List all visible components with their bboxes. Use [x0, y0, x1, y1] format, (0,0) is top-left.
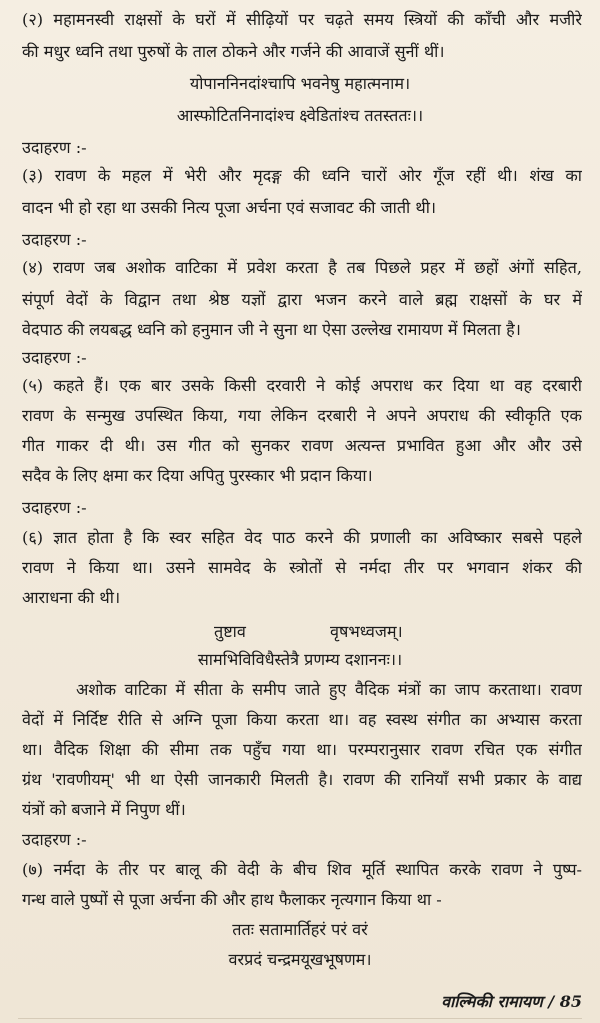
example-heading: उदाहरण :- — [22, 498, 87, 517]
verse-1-line-2: आस्फोटितनिनादांश्च क्ष्वेडितांश्च ततस्ततः।। — [176, 106, 424, 125]
example-heading: उदाहरण :- — [22, 230, 87, 249]
paragraph-4-line-1: (४) रावण जब अशोक वाटिका में प्रवेश करता है तब पिछले प्रहर में छहों अंगों सहित, — [22, 258, 582, 277]
paragraph-5-line-3: गीत गाकर दी थी। उस गीत को सुनकर रावण अत्यन्त प्रभावित हुआ और और उसे — [22, 436, 582, 455]
paragraph-4-line-2: संपूर्ण वेदों के विद्वान तथा श्रेष्ठ यज्ञों द्वारा भजन करने वाले ब्रह्म राक्षसों के घर में — [22, 290, 582, 309]
paragraph-6-line-3: आराधना की थी। — [22, 588, 121, 607]
paragraph-7-line-1: अशोक वाटिका में सीता के समीप जाते हुए वैदिक मंत्रों का जाप करताथा। रावण — [76, 680, 582, 699]
example-heading: उदाहरण :- — [22, 348, 87, 367]
paragraph-7-line-4: ग्रंथ 'रावणीयम्' भी था ऐसी जानकारी मिलती है। रावण की रानियाँ सभी प्रकार के वाद्य — [22, 770, 582, 789]
verse-3-line-2: वरप्रदं चन्द्रमयूखभूषणम। — [228, 950, 372, 969]
paragraph-5-line-4: सदैव के लिए क्षमा कर दिया अपितु पुरस्कार भी प्रदान किया। — [22, 466, 373, 485]
paragraph-6-line-2: रावण ने किया था। उसने सामवेद के स्त्रोतों से नर्मदा तीर पर भगवान शंकर की — [22, 558, 582, 577]
example-heading: उदाहरण :- — [22, 830, 87, 849]
paragraph-5-line-2: रावण के सन्मुख उपस्थित किया, गया लेकिन दरबारी ने अपने अपराध की स्वीकृति एक — [22, 406, 582, 425]
verse-1-line-1: योपाननिनदांश्चापि भवनेषु महात्मनाम। — [189, 74, 411, 93]
paragraph-7-line-2: वेदों में निर्दिष्ट रीति से अग्नि पूजा किया करता था। वह स्वस्थ संगीत का अभ्यास करता — [22, 710, 582, 729]
verse-2-line-2: सामभिविविधैस्तेत्रै प्रणम्य दशाननः।। — [197, 650, 403, 669]
paragraph-7-line-3: था। वैदिक शिक्षा की सीमा तक पहुँच गया था। परम्परानुसार रावण रचित एक संगीत — [22, 740, 582, 759]
paragraph-2-line-1: (२) महामनस्वी राक्षसों के घरों में सीढ़ियों पर चढ़ते समय स्त्रियों की काँची और मजीरे — [22, 10, 582, 29]
paragraph-5-line-1: (५) कहते हैं। एक बार उसके किसी दरवारी ने कोई अपराध कर दिया था वह दरबारी — [22, 376, 582, 395]
verse-3-line-1: ततः सतामार्तिहरं परं वरं — [232, 920, 368, 939]
verse-2-line-1-right: वृषभध्वजम्। — [330, 622, 403, 641]
paragraph-7-line-5: यंत्रों को बजाने में निपुण थीं। — [22, 800, 186, 819]
paragraph-4-line-3: वेदपाठ की लयबद्ध ध्वनि को हनुमान जी ने सुना था ऐसा उल्लेख रामायण में मिलता है। — [22, 320, 521, 339]
paragraph-6-line-1: (६) ज्ञात होता है कि स्वर सहित वेद पाठ करने की प्रणाली का अविष्कार सबसे पहले — [22, 528, 582, 547]
footer-divider — [18, 1018, 582, 1019]
paragraph-8-line-1: (७) नर्मदा के तीर पर बालू की वेदी के बीच शिव मूर्ति स्थापित करके रावण ने पुष्प- — [22, 860, 582, 879]
paragraph-3-line-1: (३) रावण के महल में भेरी और मृदङ्ग की ध्वनि चारों ओर गूँज रहीं थी। शंख का — [22, 166, 582, 185]
paragraph-8-line-2: गन्ध वाले पुष्पों से पूजा अर्चना की और हाथ फैलाकर नृत्यगान किया था - — [22, 890, 442, 909]
example-heading: उदाहरण :- — [22, 138, 87, 157]
verse-2-line-1-left: तुष्टाव — [214, 622, 246, 641]
page-footer: वाल्मिकी रामायण / 85 — [441, 992, 582, 1011]
paragraph-3-line-2: वादन भी हो रहा था उसकी नित्य पूजा अर्चना एवं सजावट की जाती थी। — [22, 198, 437, 217]
paragraph-2-line-2: की मधुर ध्वनि तथा पुरुषों के ताल ठोकने और गर्जने की आवाजें सुनीं थीं। — [22, 42, 445, 61]
